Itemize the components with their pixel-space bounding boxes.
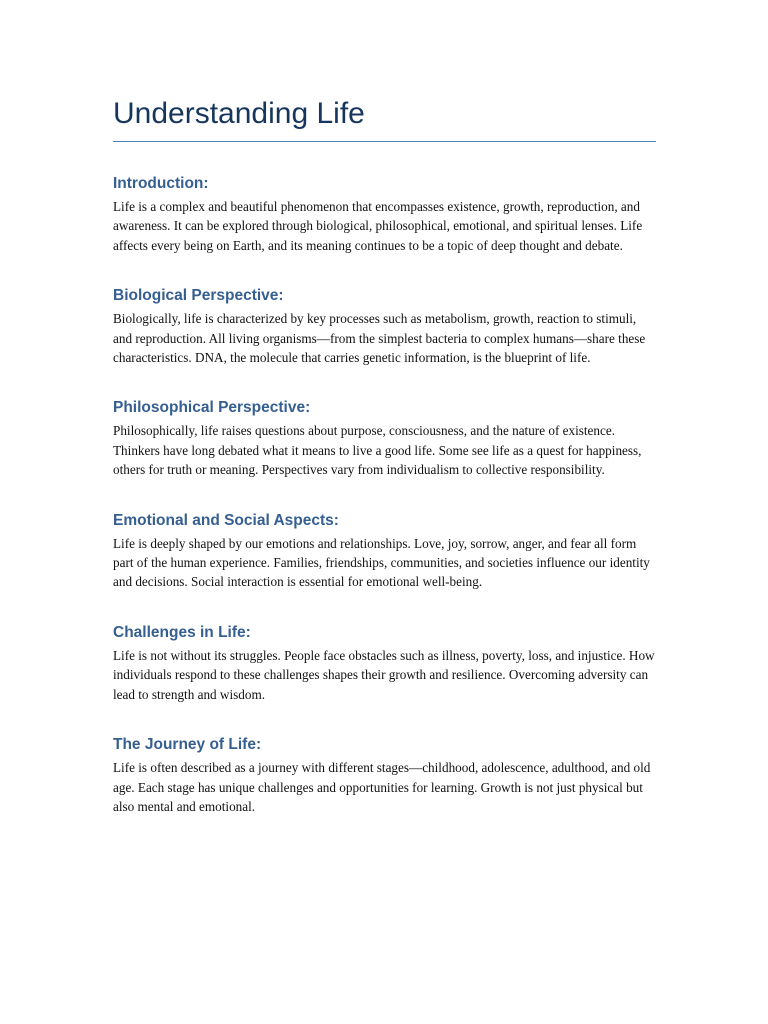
section-paragraph: Life is often described as a journey with different stages—childhood, adolescence, adulthood, and old age. Each stage has unique challenges and opportunities for learning. Growth is not just physical but also mental and emotional. — [113, 760, 651, 814]
section-paragraph: Philosophically, life raises questions about purpose, consciousness, and the nature of existence. Thinkers have long debated what it means to live a good life. Some see life as a quest for happiness, others for truth or meaning. Perspectives vary from individualism to collective responsibility. — [113, 423, 642, 478]
section-paragraph: Life is a complex and beautiful phenomenon that encompasses existence, growth, reproduction, and awareness. It can be explored through biological, philosophical, emotional, and spiritual lenses. Life affects every being on Earth, and its meaning continues to be a topic of deep thought and debate. — [113, 199, 643, 253]
section-emotional-social-aspects — [113, 511, 656, 592]
section-heading: Challenges in Life: — [113, 623, 251, 641]
section-philosophical-perspective — [113, 398, 656, 479]
section-paragraph: Biologically, life is characterized by key processes such as metabolism, growth, reaction to stimuli, and reproduction. All living organisms—from the simplest bacteria to complex humans—share these characteristics. DNA, the molecule that carries genetic information, is the blueprint of life. — [113, 311, 646, 366]
section-paragraph: Life is deeply shaped by our emotions and relationships. Love, joy, sorrow, anger, and fear all form part of the human experience. Families, friendships, communities, and societies influence our identity and decisions. Social interaction is essential for emotional well-being. — [113, 535, 650, 590]
section-challenges-in-life — [113, 623, 656, 704]
section-heading: Philosophical Perspective: — [113, 399, 311, 417]
section-heading: The Journey of Life: — [113, 736, 262, 754]
section-paragraph: Life is not without its struggles. People face obstacles such as illness, poverty, loss, and injustice. How individuals respond to these challenges shapes their growth and resilience. Overcoming adversity can lead to strength and wisdom. — [113, 647, 655, 702]
section-heading: Introduction: — [113, 175, 209, 192]
section-heading: Emotional and Social Aspects: — [113, 511, 339, 529]
section-biological-perspective — [113, 286, 656, 367]
section-introduction — [113, 174, 656, 255]
document-title: Understanding Life — [113, 94, 656, 142]
document-page — [113, 94, 656, 816]
section-journey-of-life — [113, 735, 656, 816]
section-heading: Biological Perspective: — [113, 287, 284, 305]
